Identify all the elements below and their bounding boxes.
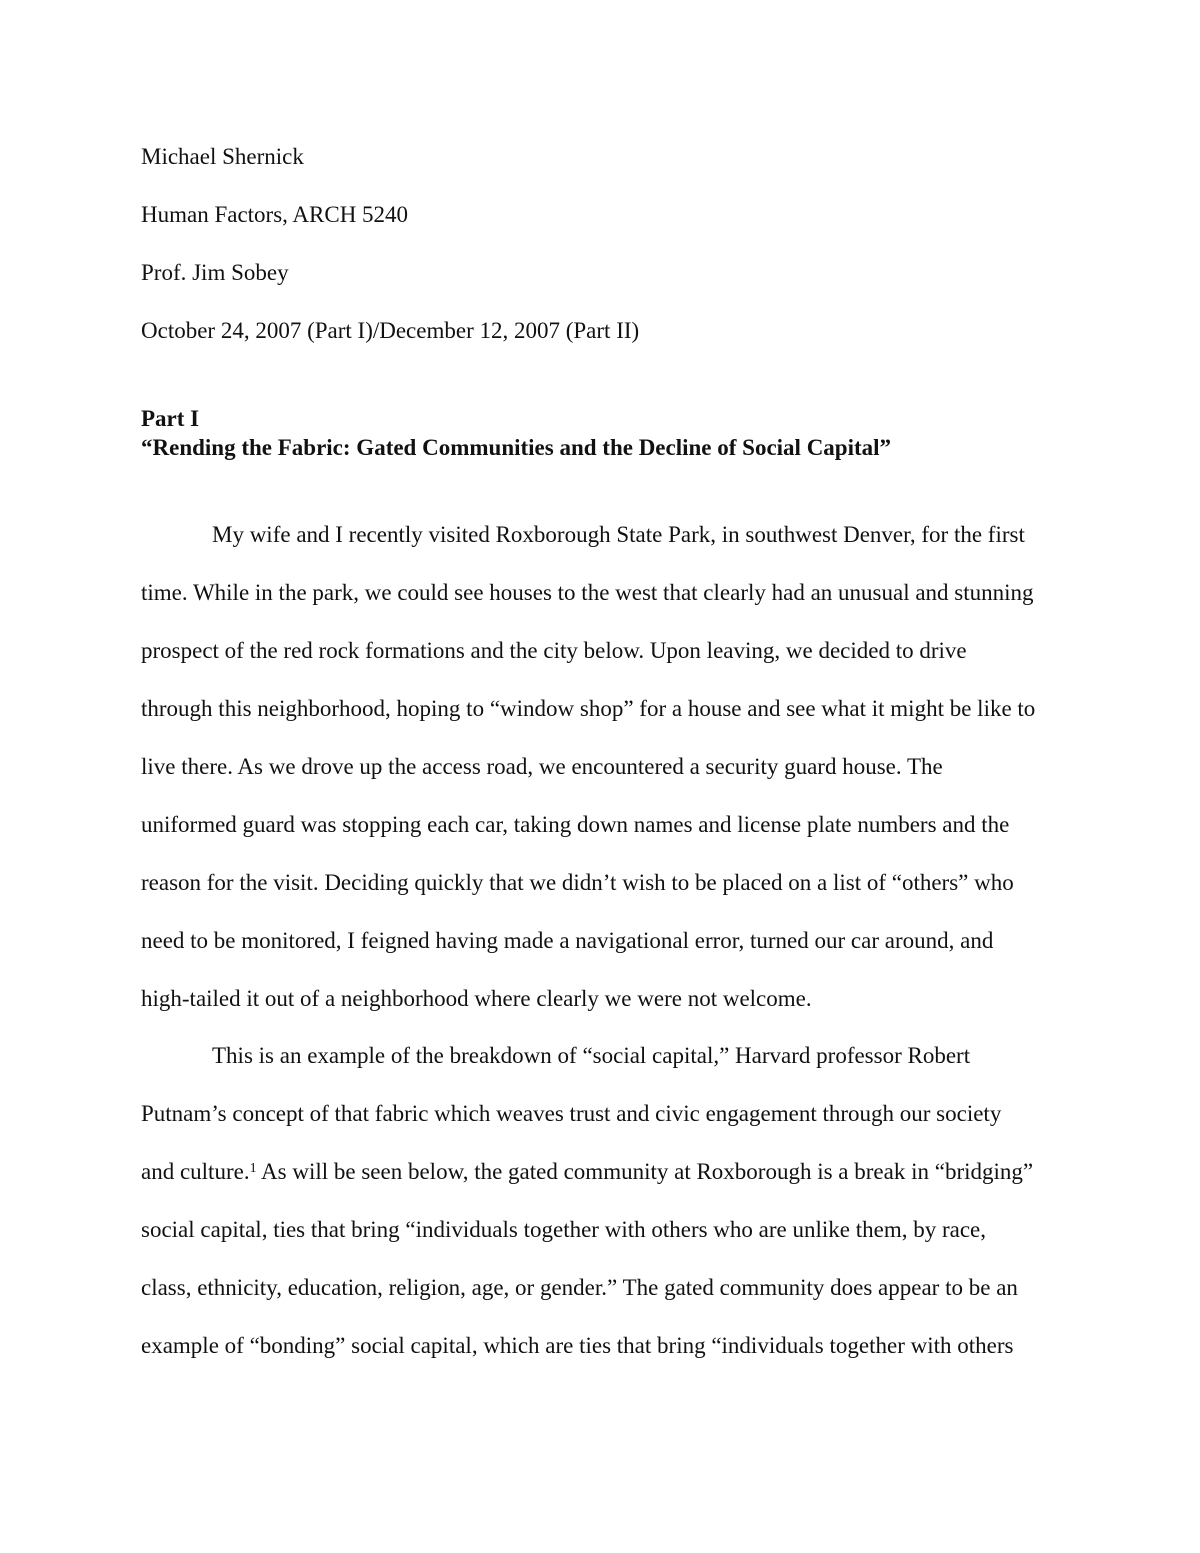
paragraph-line: example of “bonding” social capital, which are ties that bring “individuals together with others [141, 1333, 1014, 1358]
part-heading: Part I [141, 406, 200, 431]
text-after-footnote: As will be seen below, the gated community at Roxborough is a break in “bridging” [256, 1159, 1034, 1184]
paragraph-line-with-footnote [141, 1157, 1033, 1187]
paragraph-line: reason for the visit. Deciding quickly that we didn’t wish to be placed on a list of “others” who [141, 870, 1014, 895]
author-name: Michael Shernick [141, 144, 304, 169]
paragraph-line: class, ethnicity, education, religion, age, or gender.” The gated community does appear to be an [141, 1275, 1018, 1300]
course-name: Human Factors, ARCH 5240 [141, 202, 409, 227]
submission-date: October 24, 2007 (Part I)/December 12, 2007 (Part II) [141, 318, 640, 343]
text-before-footnote: and culture. [141, 1159, 250, 1184]
paragraph-line: social capital, ties that bring “individuals together with others who are unlike them, by race, [141, 1217, 987, 1242]
paragraph-line: Putnam’s concept of that fabric which weaves trust and civic engagement through our society [141, 1101, 1002, 1126]
paragraph-line: through this neighborhood, hoping to “window shop” for a house and see what it might be like to [141, 696, 1036, 721]
paragraph-line: This is an example of the breakdown of “social capital,” Harvard professor Robert [212, 1043, 971, 1068]
paragraph-line: My wife and I recently visited Roxborough State Park, in southwest Denver, for the first [212, 522, 1025, 547]
paragraph-line: need to be monitored, I feigned having made a navigational error, turned our car around, and [141, 928, 994, 953]
paragraph-line: live there. As we drove up the access road, we encountered a security guard house. The [141, 754, 943, 779]
paragraph-line: high-tailed it out of a neighborhood where clearly we were not welcome. [141, 986, 812, 1011]
essay-title: “Rending the Fabric: Gated Communities and the Decline of Social Capital” [141, 435, 892, 460]
footnote-marker[interactable]: 1 [249, 1161, 257, 1176]
professor-name: Prof. Jim Sobey [141, 260, 289, 285]
paragraph-line: time. While in the park, we could see houses to the west that clearly had an unusual and stunning [141, 580, 1034, 605]
paragraph-line: uniformed guard was stopping each car, taking down names and license plate numbers and the [141, 812, 1010, 837]
paragraph-line: prospect of the red rock formations and the city below. Upon leaving, we decided to drive [141, 638, 967, 663]
